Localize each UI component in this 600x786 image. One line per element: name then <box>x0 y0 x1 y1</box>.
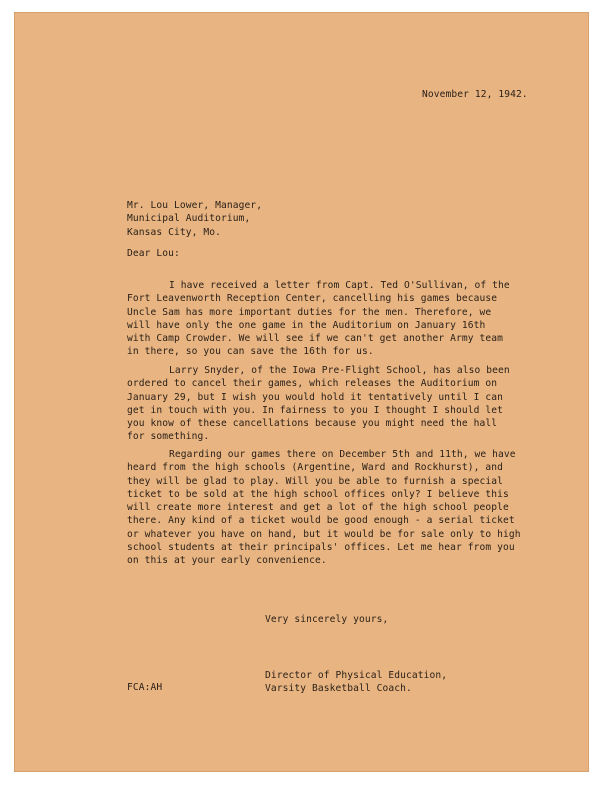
closing: Very sincerely yours, <box>265 614 389 625</box>
paragraph-text: Regarding our games there on December 5th and 11th, we have heard from the high schools (Argentine, Ward and Rockhurst), and they will be glad to play. Will you be able to furnish a special ticket to be sold at the high school offices only? I believe this will create more interest and get a lot of the high school people there. Any kind of a ticket would be good enough - a serial ticket or whatever you have on hand, but it would be for sale only to high school students at their principals' offices. Let me hear from you on this at your early convenience. <box>127 449 521 567</box>
letter-body <box>14 12 589 772</box>
letter-date: November 12, 1942. <box>422 89 528 100</box>
signature-line: Varsity Basketball Coach. <box>265 683 412 695</box>
typist-initials: FCA:AH <box>127 682 163 693</box>
address-line: Kansas City, Mo. <box>127 226 222 238</box>
address-line: Mr. Lou Lower, Manager, <box>127 200 263 211</box>
signature-line: Director of Physical Education, <box>265 670 448 681</box>
recipient-address <box>127 199 262 239</box>
paragraph-3 <box>127 448 539 568</box>
paragraph-text: Larry Snyder, of the Iowa Pre-Flight School, has also been ordered to cancel their games, which releases the Auditorium on January 29, but I wish you would hold it tentatively until I can get in touch with you. In fairness to you I thought I should let you know of these cancellations because you might need the hall for something. <box>127 365 510 443</box>
letter-page <box>14 12 589 772</box>
paragraph-text: I have received a letter from Capt. Ted O'Sullivan, of the Fort Leavenworth Reception Center, cancelling his games because Uncle Sam has more important duties for the men. Therefore, we will have only the one game in the Auditorium on January 16th with Camp Crowder. We will see if we can't get another Army team in there, so you can save the 16th for us. <box>127 280 510 358</box>
address-line: Municipal Auditorium, <box>127 213 251 225</box>
signature-block <box>265 669 447 696</box>
paragraph-2 <box>127 364 539 444</box>
salutation: Dear Lou: <box>127 248 180 259</box>
paragraph-1 <box>127 279 539 359</box>
